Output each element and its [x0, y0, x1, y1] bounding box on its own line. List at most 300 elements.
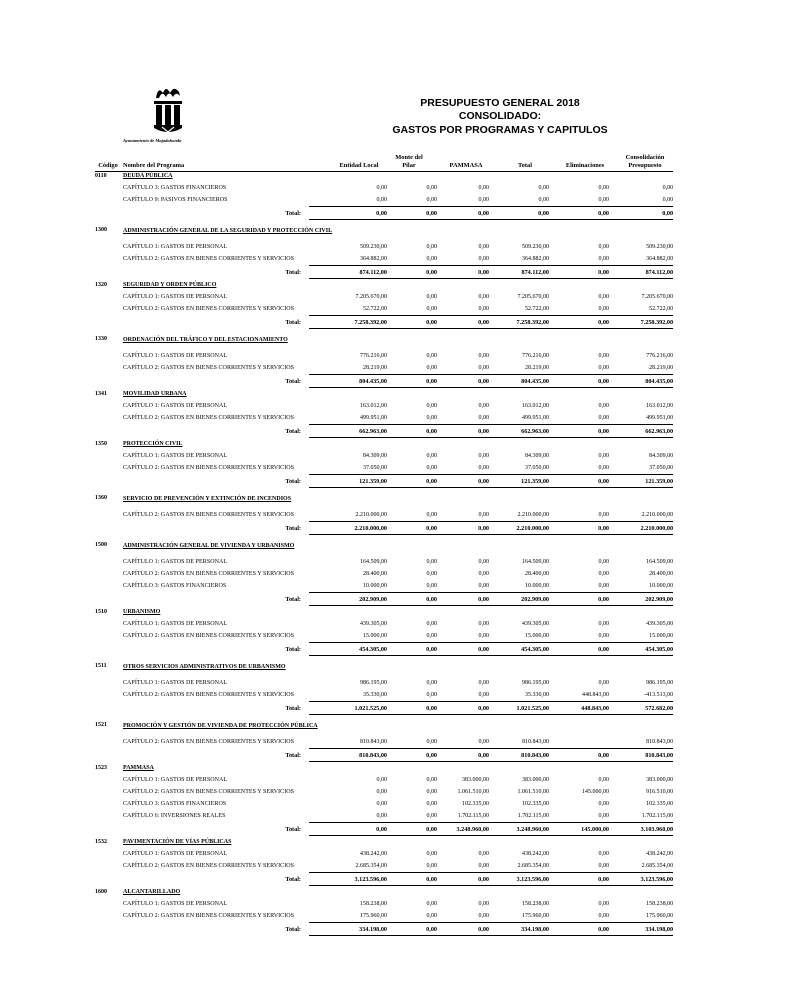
amount-cell: 2.685.354,00: [641, 863, 674, 869]
total-amount-cell: 0,00: [437, 475, 489, 488]
program-total-row: [95, 207, 673, 220]
empty-code-cell: [95, 798, 123, 810]
chapter-row: [95, 798, 673, 810]
amount-cell: 0,00: [478, 512, 489, 518]
total-amount-cell: 145.000,00: [549, 823, 609, 836]
program-name: PAMMASA: [123, 765, 154, 771]
chapter-row: [95, 556, 673, 568]
amount-cell: 0,00: [598, 633, 609, 639]
amount-cell: 0,00: [478, 197, 489, 203]
total-amount-cell: 0,00: [489, 207, 549, 220]
total-amount-cell: 0,00: [549, 923, 609, 936]
amount-cell: 0,00: [478, 571, 489, 577]
chapter-label: CAPÍTULO 1: GASTOS DE PERSONAL: [123, 244, 228, 250]
chapter-label: CAPÍTULO 2: GASTOS EN BIENES CORRIENTES Y SERVICIOS: [123, 863, 295, 870]
amount-cell: 0,00: [426, 692, 437, 698]
total-label: Total:: [285, 595, 301, 603]
amount-cell: 28.400,00: [649, 571, 674, 577]
amount-cell: 438.242,00: [522, 851, 549, 857]
total-amount-cell: 662.963,00: [609, 425, 673, 438]
total-amount-cell: 0,00: [549, 375, 609, 388]
total-amount-cell: 0,00: [387, 702, 437, 715]
amount-cell: 15.000,00: [525, 633, 549, 639]
program-total-row: [95, 593, 673, 606]
amount-cell: 0,00: [426, 197, 437, 203]
total-label: Total:: [285, 477, 301, 485]
program-name: PROMOCIÓN Y GESTIÓN DE VIVIENDA DE PROTECCIÓN PÚBLICA: [123, 722, 318, 729]
empty-code-cell: [95, 923, 123, 936]
chapter-row: [95, 618, 673, 630]
empty-code-cell: [95, 910, 123, 923]
amount-cell: 0,00: [426, 863, 437, 869]
program-code: 0110: [95, 173, 107, 179]
empty-code-cell: [95, 316, 123, 329]
chapter-label: CAPÍTULO 1: GASTOS DE PERSONAL: [123, 680, 228, 686]
chapter-label: CAPÍTULO 2: GASTOS EN BIENES CORRIENTES Y SERVICIOS: [123, 256, 295, 263]
amount-cell: 0,00: [598, 863, 609, 869]
program-code: 1523: [95, 764, 107, 771]
empty-code-cell: [95, 630, 123, 643]
amount-cell: 776.216,00: [522, 353, 549, 359]
amount-cell: 2.685.354,00: [517, 863, 549, 869]
program-header-row: [95, 606, 673, 619]
total-amount-cell: 0,00: [437, 375, 489, 388]
amount-cell: 0,00: [478, 680, 489, 686]
amount-cell: 810.843,00: [646, 739, 674, 745]
empty-code-cell: [95, 182, 123, 194]
empty-code-cell: [95, 475, 123, 488]
program-code: 1532: [95, 838, 107, 845]
report-subtitle-detail: GASTOS POR PROGRAMAS Y CAPITULOS: [392, 124, 608, 136]
amount-cell: 2.685.354,00: [355, 863, 387, 869]
chapter-row: [95, 350, 673, 362]
total-amount-cell: 0,00: [437, 643, 489, 656]
amount-cell: 0,00: [376, 185, 387, 191]
total-amount-cell: 202.909,00: [489, 593, 549, 606]
total-amount-cell: 0,00: [549, 316, 609, 329]
col-codigo: Código: [98, 161, 118, 169]
empty-code-cell: [95, 618, 123, 630]
total-amount-cell: 0,00: [387, 873, 437, 886]
program-total-row: [95, 475, 673, 488]
amount-cell: 0,00: [598, 813, 609, 819]
amount-cell: 35.330,00: [525, 692, 549, 698]
chapter-row: [95, 898, 673, 910]
total-amount-cell: 0,00: [549, 643, 609, 656]
column-header-row: [95, 151, 673, 172]
amount-cell: 1.702.115,00: [457, 813, 489, 819]
report-title: PRESUPUESTO GENERAL 2018: [420, 97, 580, 109]
total-amount-cell: 2.210.000,00: [309, 522, 387, 535]
amount-cell: 0,00: [478, 244, 489, 250]
program-total-row: [95, 266, 673, 279]
col-entidad-local: Entidad Local: [339, 161, 379, 169]
amount-cell: 0,00: [426, 789, 437, 795]
amount-cell: 509.230,00: [360, 244, 387, 250]
amount-cell: 0,00: [478, 294, 489, 300]
amount-cell: 28.219,00: [525, 365, 549, 371]
amount-cell: 0,00: [598, 559, 609, 565]
chapter-label: CAPÍTULO 1: GASTOS DE PERSONAL: [123, 621, 228, 627]
program-header-row: [95, 329, 673, 351]
amount-cell: 986.195,00: [646, 680, 674, 686]
total-amount-cell: 0,00: [549, 207, 609, 220]
amount-cell: 0,00: [426, 294, 437, 300]
total-amount-cell: 810.843,00: [609, 749, 673, 762]
amount-cell: 0,00: [598, 901, 609, 907]
total-label: Total:: [285, 751, 301, 759]
amount-cell: 0,00: [598, 801, 609, 807]
amount-cell: 2.210.000,00: [517, 512, 549, 518]
total-amount-cell: 2.210.000,00: [609, 522, 673, 535]
amount-cell: 158.238,00: [360, 901, 387, 907]
amount-cell: 52.722,00: [363, 306, 387, 312]
amount-cell: 7.205.670,00: [517, 294, 549, 300]
chapter-label: CAPÍTULO 2: GASTOS EN BIENES CORRIENTES Y SERVICIOS: [123, 465, 295, 472]
total-amount-cell: 0,00: [549, 873, 609, 886]
total-amount-cell: 0,00: [549, 475, 609, 488]
total-amount-cell: 0,00: [549, 749, 609, 762]
col-total: Total: [518, 161, 532, 169]
amount-cell: 499.951,00: [360, 415, 387, 421]
total-amount-cell: 804.435,00: [609, 375, 673, 388]
amount-cell: 0,00: [426, 256, 437, 262]
chapter-row: [95, 462, 673, 475]
chapter-label: CAPÍTULO 2: GASTOS EN BIENES CORRIENTES Y SERVICIOS: [123, 633, 295, 640]
amount-cell: 1.702.115,00: [641, 813, 674, 819]
total-amount-cell: 121.359,00: [309, 475, 387, 488]
chapter-label: CAPÍTULO 2: GASTOS EN BIENES CORRIENTES Y SERVICIOS: [123, 739, 295, 746]
chapter-label: CAPÍTULO 1: GASTOS DE PERSONAL: [123, 559, 228, 565]
amount-cell: 0,00: [598, 365, 609, 371]
empty-code-cell: [95, 462, 123, 475]
total-amount-cell: 7.258.392,00: [309, 316, 387, 329]
total-amount-cell: 0,00: [387, 375, 437, 388]
empty-code-cell: [95, 736, 123, 749]
chapter-row: [95, 291, 673, 303]
amount-cell: 10.000,00: [363, 583, 387, 589]
amount-cell: 439.305,00: [360, 621, 387, 627]
amount-cell: 0,00: [426, 571, 437, 577]
program-total-row: [95, 702, 673, 715]
total-amount-cell: 662.963,00: [309, 425, 387, 438]
total-amount-cell: 874.112,00: [309, 266, 387, 279]
total-amount-cell: 454.305,00: [309, 643, 387, 656]
program-total-row: [95, 522, 673, 535]
total-amount-cell: 0,00: [609, 207, 673, 220]
total-amount-cell: 0,00: [387, 475, 437, 488]
total-amount-cell: 810.843,00: [489, 749, 549, 762]
amount-cell: 0,00: [426, 415, 437, 421]
program-header-row: [95, 170, 673, 182]
amount-cell: 0,00: [478, 583, 489, 589]
total-amount-cell: 7.258.392,00: [609, 316, 673, 329]
program-total-row: [95, 923, 673, 936]
amount-cell: 163.012,00: [360, 403, 387, 409]
municipal-logo: [150, 84, 186, 134]
amount-cell: 0,00: [426, 851, 437, 857]
amount-cell: 0,00: [478, 633, 489, 639]
amount-cell: 0,00: [598, 680, 609, 686]
total-amount-cell: 0,00: [437, 207, 489, 220]
empty-code-cell: [95, 350, 123, 362]
amount-cell: 383.000,00: [646, 777, 674, 783]
chapter-label: CAPÍTULO 3: GASTOS FINANCIEROS: [123, 583, 227, 590]
program-total-row: [95, 823, 673, 836]
amount-cell: 499.951,00: [646, 415, 674, 421]
total-label: Total:: [285, 524, 301, 532]
chapter-label: CAPÍTULO 1: GASTOS DE PERSONAL: [123, 901, 228, 907]
amount-cell: 0,00: [662, 185, 674, 191]
total-amount-cell: 874.112,00: [609, 266, 673, 279]
amount-cell: 0,00: [598, 913, 609, 919]
amount-cell: 0,00: [598, 306, 609, 312]
empty-code-cell: [95, 774, 123, 786]
amount-cell: 0,00: [426, 453, 437, 459]
amount-cell: 0,00: [376, 813, 387, 819]
amount-cell: 0,00: [478, 559, 489, 565]
program-total-row: [95, 873, 673, 886]
total-amount-cell: 0,00: [549, 593, 609, 606]
total-amount-cell: 0,00: [549, 425, 609, 438]
total-amount-cell: 202.909,00: [609, 593, 673, 606]
empty-code-cell: [95, 689, 123, 702]
total-amount-cell: 0,00: [437, 316, 489, 329]
total-amount-cell: 0,00: [549, 266, 609, 279]
total-label: Total:: [285, 875, 301, 883]
total-amount-cell: 334.198,00: [609, 923, 673, 936]
amount-cell: 0,00: [598, 583, 609, 589]
amount-cell: 0,00: [598, 256, 609, 262]
total-amount-cell: 804.435,00: [489, 375, 549, 388]
col-eliminaciones: Eliminaciones: [565, 161, 605, 169]
chapter-row: [95, 689, 673, 702]
program-name: ADMINISTRACIÓN GENERAL DE VIVIENDA Y URBANISMO: [123, 542, 295, 549]
amount-cell: 0,00: [478, 453, 489, 459]
chapter-row: [95, 677, 673, 689]
amount-cell: 0,00: [478, 851, 489, 857]
amount-cell: 175.960,00: [646, 913, 674, 919]
amount-cell: 10.000,00: [649, 583, 674, 589]
amount-cell: 102.335,00: [522, 801, 549, 807]
chapter-label: CAPÍTULO 1: GASTOS DE PERSONAL: [123, 777, 228, 783]
amount-cell: 0,00: [598, 197, 609, 203]
program-total-row: [95, 375, 673, 388]
program-code: 1330: [95, 336, 107, 343]
empty-code-cell: [95, 509, 123, 522]
amount-cell: 439.305,00: [522, 621, 549, 627]
chapter-row: [95, 910, 673, 923]
program-header-row: [95, 438, 673, 451]
chapter-row: [95, 412, 673, 425]
amount-cell: 175.960,00: [360, 913, 387, 919]
amount-cell: 448.843,00: [582, 692, 609, 698]
program-name: SEGURIDAD Y ORDEN PÚBLICO: [123, 282, 217, 288]
amount-cell: 0,00: [426, 621, 437, 627]
chapter-label: CAPÍTULO 2: GASTOS EN BIENES CORRIENTES Y SERVICIOS: [123, 913, 295, 920]
amount-cell: 0,00: [598, 621, 609, 627]
total-amount-cell: 7.258.392,00: [489, 316, 549, 329]
amount-cell: 7.205.670,00: [641, 294, 674, 300]
program-header-row: [95, 762, 673, 775]
chapter-row: [95, 362, 673, 375]
program-code: 1341: [95, 390, 107, 397]
total-amount-cell: 202.909,00: [309, 593, 387, 606]
organization-name: Ayuntamiento de Majadahonda: [123, 138, 182, 143]
program-header-row: [95, 715, 673, 737]
amount-cell: 0,00: [598, 353, 609, 359]
total-amount-cell: 454.305,00: [609, 643, 673, 656]
amount-cell: 0,00: [598, 571, 609, 577]
amount-cell: 0,00: [478, 901, 489, 907]
amount-cell: 916.510,00: [646, 789, 674, 795]
empty-code-cell: [95, 362, 123, 375]
total-label: Total:: [285, 427, 301, 435]
total-label: Total:: [285, 209, 301, 217]
amount-cell: 0,00: [426, 244, 437, 250]
total-amount-cell: 0,00: [437, 266, 489, 279]
amount-cell: 37.050,00: [525, 465, 549, 471]
chapter-row: [95, 400, 673, 412]
amount-cell: 52.722,00: [525, 306, 549, 312]
program-name: PAVIMENTACIÓN DE VÍAS PÚBLICAS: [123, 839, 232, 845]
amount-cell: 0,00: [426, 633, 437, 639]
amount-cell: 52.722,00: [649, 306, 674, 312]
total-amount-cell: 448.843,00: [549, 702, 609, 715]
total-amount-cell: 3.123.596,00: [309, 873, 387, 886]
amount-cell: 164.509,00: [522, 559, 549, 565]
amount-cell: 0,00: [426, 465, 437, 471]
program-code: 1521: [95, 722, 107, 729]
total-amount-cell: 121.359,00: [489, 475, 549, 488]
amount-cell: 0,00: [538, 197, 549, 203]
amount-cell: 0,00: [538, 185, 549, 191]
total-label: Total:: [285, 704, 301, 712]
total-amount-cell: 0,00: [387, 749, 437, 762]
amount-cell: 37.050,00: [363, 465, 387, 471]
amount-cell: 364.882,00: [522, 256, 549, 262]
empty-code-cell: [95, 194, 123, 207]
amount-cell: 509.230,00: [522, 244, 549, 250]
program-code: 1500: [95, 542, 107, 549]
empty-code-cell: [95, 425, 123, 438]
total-amount-cell: 1.021.525,00: [309, 702, 387, 715]
budget-table: [95, 170, 673, 936]
amount-cell: 0,00: [662, 197, 674, 203]
total-amount-cell: 0,00: [437, 923, 489, 936]
empty-code-cell: [95, 253, 123, 266]
amount-cell: 0,00: [478, 465, 489, 471]
amount-cell: 0,00: [598, 777, 609, 783]
empty-code-cell: [95, 266, 123, 279]
amount-cell: 164.509,00: [646, 559, 674, 565]
program-header-row: [95, 488, 673, 510]
total-label: Total:: [285, 825, 301, 833]
chapter-label: CAPÍTULO 1: GASTOS DE PERSONAL: [123, 453, 228, 459]
amount-cell: 0,00: [598, 851, 609, 857]
empty-code-cell: [95, 749, 123, 762]
amount-cell: 84.309,00: [525, 453, 549, 459]
program-total-row: [95, 749, 673, 762]
amount-cell: 28.400,00: [363, 571, 387, 577]
total-amount-cell: 0,00: [387, 823, 437, 836]
total-amount-cell: 3.248.960,00: [489, 823, 549, 836]
program-total-row: [95, 316, 673, 329]
amount-cell: 0,00: [478, 185, 489, 191]
amount-cell: 28.219,00: [363, 365, 387, 371]
amount-cell: 810.843,00: [360, 739, 387, 745]
program-name: URBANISMO: [123, 609, 161, 615]
empty-code-cell: [95, 400, 123, 412]
amount-cell: 0,00: [598, 244, 609, 250]
empty-code-cell: [95, 241, 123, 253]
empty-code-cell: [95, 810, 123, 823]
amount-cell: 84.309,00: [649, 453, 674, 459]
empty-code-cell: [95, 593, 123, 606]
amount-cell: 438.242,00: [646, 851, 674, 857]
total-amount-cell: 3.103.960,00: [609, 823, 673, 836]
empty-code-cell: [95, 375, 123, 388]
program-name: OTROS SERVICIOS ADMINISTRATIVOS DE URBANISMO: [123, 663, 286, 670]
amount-cell: 0,00: [598, 512, 609, 518]
amount-cell: 0,00: [598, 403, 609, 409]
amount-cell: 0,00: [478, 692, 489, 698]
chapter-label: CAPÍTULO 1: GASTOS DE PERSONAL: [123, 851, 228, 857]
amount-cell: 364.882,00: [646, 256, 674, 262]
amount-cell: 28.400,00: [525, 571, 549, 577]
amount-cell: 0,00: [426, 512, 437, 518]
total-amount-cell: 121.359,00: [609, 475, 673, 488]
empty-code-cell: [95, 568, 123, 580]
empty-code-cell: [95, 556, 123, 568]
amount-cell: 0,00: [426, 801, 437, 807]
chapter-label: CAPÍTULO 1: GASTOS DE PERSONAL: [123, 403, 228, 409]
total-amount-cell: 0,00: [387, 266, 437, 279]
chapter-label: CAPÍTULO 2: GASTOS EN BIENES CORRIENTES Y SERVICIOS: [123, 789, 295, 795]
amount-cell: 776.216,00: [646, 353, 674, 359]
amount-cell: 0,00: [376, 801, 387, 807]
total-amount-cell: 334.198,00: [489, 923, 549, 936]
report-subtitle: CONSOLIDADO:: [458, 110, 542, 122]
empty-code-cell: [95, 207, 123, 220]
amount-cell: 1.702.115,00: [517, 813, 549, 819]
total-amount-cell: 3.123.596,00: [489, 873, 549, 886]
amount-cell: 0,00: [426, 901, 437, 907]
amount-cell: 1.061.510,00: [457, 789, 489, 795]
chapter-row: [95, 580, 673, 593]
total-label: Total:: [285, 925, 301, 933]
col-pammasa: PAMMASA: [449, 161, 483, 169]
program-code: 1511: [95, 663, 107, 670]
chapter-label: CAPÍTULO 2: GASTOS EN BIENES CORRIENTES Y SERVICIOS: [123, 365, 295, 372]
amount-cell: 164.509,00: [360, 559, 387, 565]
amount-cell: 0,00: [478, 306, 489, 312]
amount-cell: 0,00: [598, 453, 609, 459]
total-amount-cell: 0,00: [437, 425, 489, 438]
total-amount-cell: 0,00: [387, 207, 437, 220]
chapter-row: [95, 241, 673, 253]
amount-cell: 0,00: [376, 789, 387, 795]
total-amount-cell: 0,00: [387, 923, 437, 936]
empty-code-cell: [95, 677, 123, 689]
amount-cell: 0,00: [426, 813, 437, 819]
program-header-row: [95, 535, 673, 557]
empty-code-cell: [95, 522, 123, 535]
total-amount-cell: 0,00: [437, 593, 489, 606]
total-amount-cell: 572.682,00: [609, 702, 673, 715]
empty-code-cell: [95, 873, 123, 886]
amount-cell: 0,00: [598, 415, 609, 421]
